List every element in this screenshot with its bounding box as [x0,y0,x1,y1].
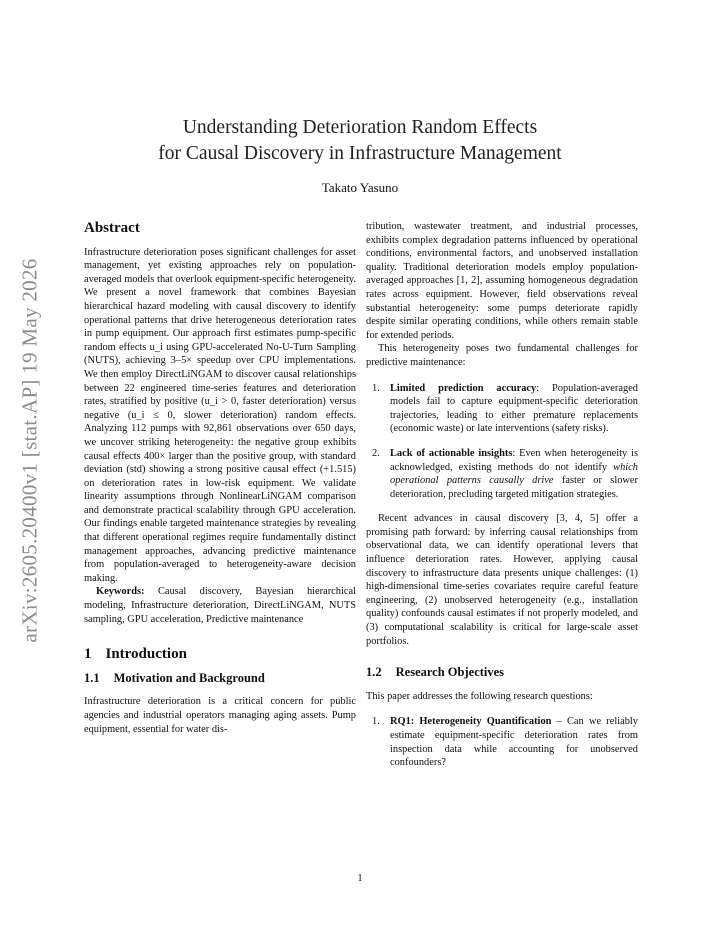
causal-discovery-paragraph: Recent advances in causal discovery [3, 4, 5] offer a promising path forward: by inferring causal relationships from observational data, we can identify operational levers that influence deterioration rates. However, applying causal discovery to infrastructure data presents unique challenges: (1) high-dimensional time-series covariates require careful feature engineering, (2) unobserved heterogeneity (e.g., installation quality) confounds causal estimates if not properly modeled, and (3) computational scalability is critical for large-scale asset portfolios. [366,513,638,647]
list-item [366,447,638,501]
subsection-title: Motivation and Background [113,670,265,685]
title-line-1: Understanding Deterioration Random Effects [182,117,538,138]
challenges-intro: This heterogeneity poses two fundamental challenges for predictive maintenance: [366,343,638,368]
list-item-text: – Can we reliably estimate equipment-specific deterioration rates from inspection data while accounting for unobserved confounders? [390,716,638,769]
subsection-number: 1.1 [84,670,100,685]
list-item-body [388,382,638,436]
section-title: Introduction [105,646,187,663]
left-column [84,220,356,736]
list-item-number: 2. [372,447,380,459]
list-item-number: 1. [372,382,380,394]
subsection-title: Research Objectives [395,665,505,680]
motivation-paragraph-continued: tribution, wastewater treatment, and industrial processes, exhibits complex degradation patterns influenced by operational conditions, environmental factors, and unobserved installation quality. Traditional deterioration models employ population-averaged approaches [1, 2], assuming homogeneous degradation rates across equipment. However, field observations reveal substantial heterogeneity: some pumps deteriorate rapidly despite similar operating conditions, while others remain stable for extended periods. [366,221,638,341]
keywords-text: Causal discovery, Bayesian hierarchical modeling, Infrastructure deterioration, DirectLiNGAM, NUTS sampling, GPU acceleration, Predictive maintenance [84,586,356,625]
author: Takato Yasuno [321,180,399,195]
list-item-text-end: faster or slower deterioration, precluding targeted mitigation strategies. [390,475,638,500]
paper-title [90,115,630,167]
research-questions-list [366,715,638,769]
arxiv-identifier: arXiv:2605.20400v1 [stat.AP] 19 May 2026 [17,257,42,643]
section-number: 1 [84,646,92,663]
motivation-paragraph-start: Infrastructure deterioration is a critical concern for public agencies and industrial operators managing aging assets. Pump equipment, essential for water dis- [84,696,356,735]
list-item-label: Lack of actionable insights [390,447,513,459]
keywords-paragraph [84,585,356,626]
subsection-heading-objectives [366,666,638,680]
right-column [366,220,638,781]
challenges-list [366,382,638,502]
page-number: 1 [357,873,363,884]
objectives-intro: This paper addresses the following research questions: [366,690,593,702]
subsection-number: 1.2 [366,665,382,680]
subsection-heading-motivation [84,672,356,686]
title-line-2: for Causal Discovery in Infrastructure Management [158,143,562,164]
list-item-text: : Population-averaged models fail to capture equipment-specific deterioration trajectories, leading to either premature replacements (economic waste) or late interventions (safety risks). [390,382,638,435]
list-item-number: 1. [372,716,380,728]
abstract-body: Infrastructure deterioration poses significant challenges for asset management, yet existing approaches rely on population-averaged models that overlook equipment-specific heterogeneity. We present a novel framework that combines Bayesian hierarchical hazard modeling with causal discovery to identify operational patterns that drive heterogeneous deterioration rates in pump equipment. Our approach first estimates pump-specific random effects u_i using GPU-accelerated No-U-Turn Sampling (NUTS), achieving 3–5× speedup over CPU implementations. We then employ DirectLiNGAM to discover causal relationships between 22 engineered time-series features and deterioration rates, stratified by positive (u_i > 0, faster deterioration) versus negative (u_i ≤ 0, slower deterioration) random effects. Analyzing 112 pumps with 92,861 observations over 650 days, we uncover striking heterogeneity: the negative group exhibits causal effects 400× larger than the positive group, with standard deviation (std) showing a strong positive causal effect (+1.515) on deterioration rates in low-risk equipment. We validate linearity assumptions through NonlinearLiNGAM comparison and demonstrate practical scalability through GPU acceleration. Our findings enable targeted maintenance strategies by revealing that different operational regimes require fundamentally distinct management approaches, advancing predictive maintenance from population-averaged to heterogeneity-aware decision making. [84,246,356,584]
list-item-text: : Even when heterogeneity is acknowledged, existing methods do not identify [390,447,638,473]
list-item [366,715,638,769]
list-item-body [388,447,638,501]
list-item-body [388,715,638,769]
list-item-emphasis: which operational patterns causally drive [390,461,638,487]
section-heading-introduction [84,648,356,662]
list-item-label: RQ1: Heterogeneity Quantification [390,716,552,728]
arxiv-side-stamp [12,250,48,650]
keywords-label: Keywords: [96,586,145,598]
list-item [366,382,638,436]
list-item-label: Limited prediction accuracy [390,382,537,394]
abstract-heading: Abstract [84,220,140,236]
